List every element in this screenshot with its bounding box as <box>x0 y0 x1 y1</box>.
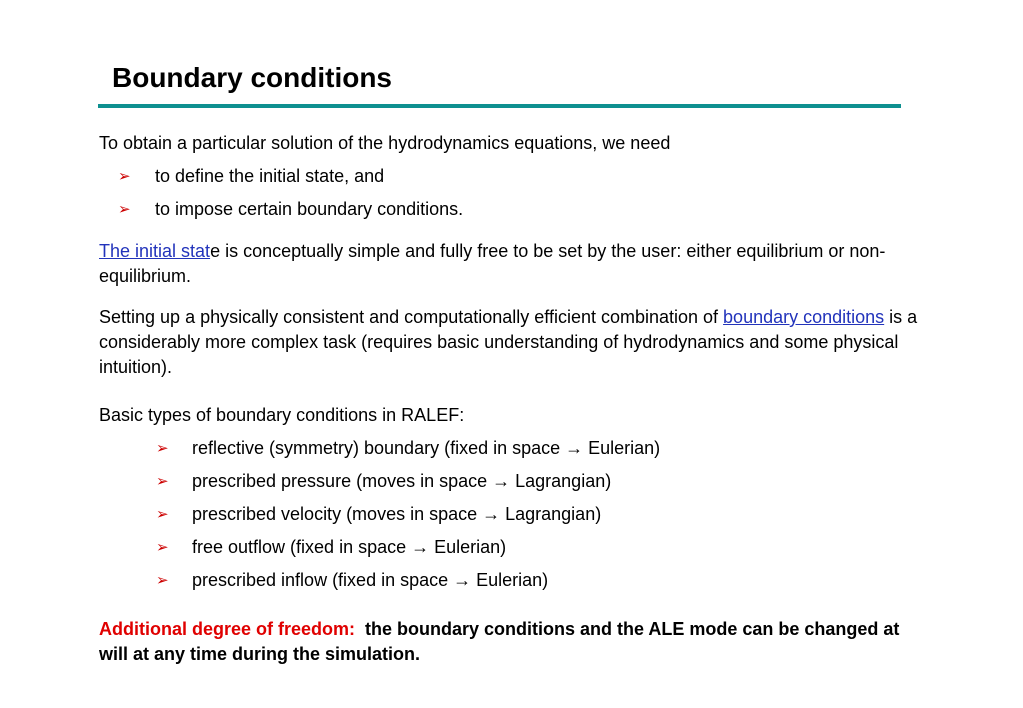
arrow-bullet-icon: ➢ <box>156 473 169 490</box>
slide-title: Boundary conditions <box>112 62 392 93</box>
bullet-text: reflective (symmetry) boundary (fixed in space → Eulerian) <box>192 438 661 458</box>
boundary-setup-paragraph <box>99 305 934 380</box>
bullet-text: free outflow (fixed in space → Eulerian) <box>192 537 507 557</box>
arrow-bullet-icon: ➢ <box>156 506 169 523</box>
bullet-text: prescribed inflow (fixed in space → Eulerian) <box>192 570 549 590</box>
initial-state-paragraph <box>99 239 949 289</box>
boundary-conditions-link[interactable]: boundary conditions <box>723 307 885 327</box>
initial-state-link[interactable]: The initial stat <box>99 241 211 261</box>
arrow-bullet-icon: ➢ <box>156 572 169 589</box>
intro-text: To obtain a particular solution of the hydrodynamics equations, we need <box>99 133 671 153</box>
freedom-note <box>99 617 929 667</box>
bullet-text: prescribed pressure (moves in space → Lagrangian) <box>192 471 612 491</box>
boundary-setup-text-start: Setting up a physically consistent and computationally efficient combination of <box>99 307 724 327</box>
freedom-note-text: the boundary conditions and the ALE mode can be changed at will at any time during the simulation. <box>99 619 900 664</box>
boundary-setup-text-rest: is a considerably more complex task (requires basic understanding of hydrodynamics and some physical intuition). <box>99 307 918 377</box>
bullet-text: to define the initial state, and <box>155 166 385 186</box>
initial-state-text: e is conceptually simple and fully free to be set by the user: either equilibrium or non-equilibrium. <box>99 241 886 286</box>
freedom-note-label: Additional degree of freedom: <box>99 619 356 639</box>
bullet-text: prescribed velocity (moves in space → Lagrangian) <box>192 504 602 524</box>
title-underline <box>98 104 901 108</box>
types-heading: Basic types of boundary conditions in RALEF: <box>99 405 465 425</box>
bullet-text: to impose certain boundary conditions. <box>155 199 464 219</box>
arrow-bullet-icon: ➢ <box>118 168 131 185</box>
arrow-bullet-icon: ➢ <box>118 201 131 218</box>
arrow-bullet-icon: ➢ <box>156 440 169 457</box>
arrow-bullet-icon: ➢ <box>156 539 169 556</box>
